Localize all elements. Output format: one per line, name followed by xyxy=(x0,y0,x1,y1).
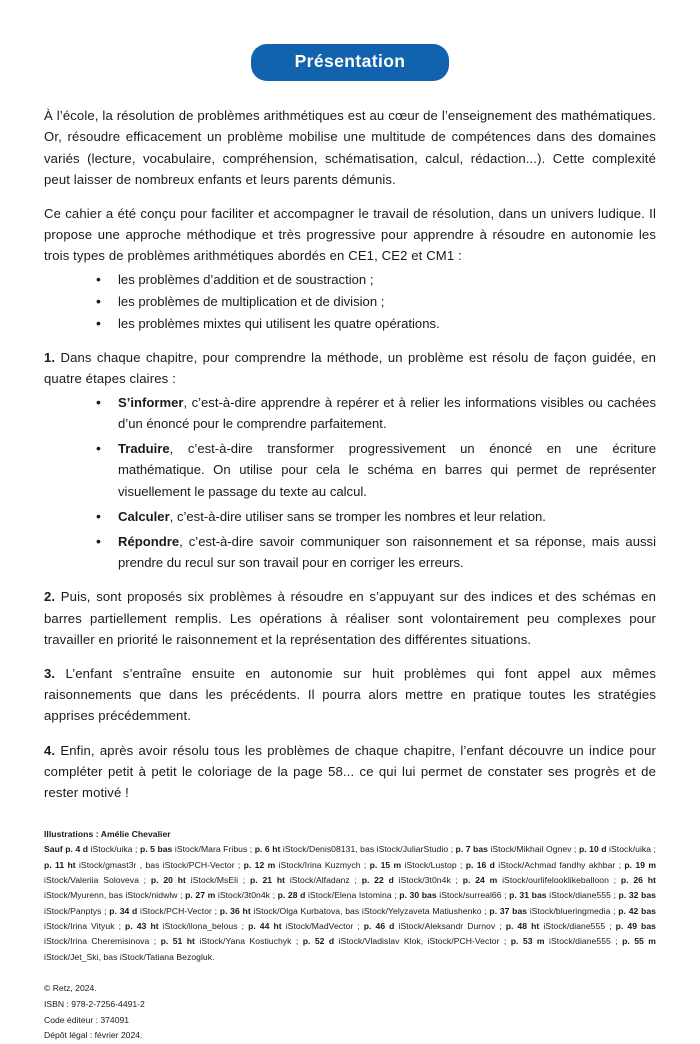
credit-page-ref: p. 22 d xyxy=(361,875,394,886)
credit-source: iStock/diane555 ; xyxy=(546,890,619,901)
credit-page-ref: p. 10 d xyxy=(578,844,607,855)
credit-source: iStock/Panptys ; xyxy=(44,905,110,916)
list-item xyxy=(96,506,656,527)
credit-source: iStock/Denis08131, bas iStock/JuliarStudio ; xyxy=(280,844,456,855)
credit-page-ref: p. 6 ht xyxy=(254,844,281,855)
stage-definition: , c’est-à-dire savoir communiquer son raisonnement et sa réponse, mais aussi prendre du recul sur son travail pour en corriger les erreurs. xyxy=(118,533,656,571)
illustrations-label: Illustrations : xyxy=(44,829,99,840)
credit-page-ref: p. 7 bas xyxy=(455,844,488,855)
credit-source: iStock/Valeriia Soloveva ; xyxy=(44,875,151,886)
credit-source: iStock/Alfadanz ; xyxy=(285,875,362,886)
credit-source: iStock/Olga Kurbatova, bas iStock/Yelyzaveta Matiushenko ; xyxy=(250,905,490,916)
step-1-text: Dans chaque chapitre, pour comprendre la méthode, un problème est résolu de façon guidée, en quatre étapes claires : xyxy=(44,350,656,387)
credit-page-ref: p. 36 ht xyxy=(219,905,251,916)
page-title: Présentation xyxy=(251,44,450,81)
illustrations-author: Amélie Chevalier xyxy=(98,829,171,840)
credit-entries xyxy=(44,844,656,961)
credit-page-ref: p. 53 m xyxy=(510,936,545,947)
step-4-number: 4. xyxy=(44,742,56,758)
credit-source: iStock/Jet_Ski, bas iStock/Tatiana Bezogluk. xyxy=(44,951,215,962)
credit-page-ref: p. 5 bas xyxy=(139,844,173,855)
credit-source: iStock/Irina Kuzmych ; xyxy=(275,859,370,870)
list-item xyxy=(96,438,656,502)
credit-source: iStock/surreal66 ; xyxy=(436,890,510,901)
step-2-paragraph xyxy=(44,586,656,650)
credit-page-ref: p. 44 ht xyxy=(248,920,282,931)
step-1-number: 1. xyxy=(44,350,56,366)
stage-definition: , c’est-à-dire transformer progressivement un énoncé en une écriture mathématique. On utilise pour cela le schéma en barres qui permet de représenter visuellement le passage du texte au calcul. xyxy=(118,441,656,499)
credit-source: iStock/MadVector ; xyxy=(281,920,364,931)
credit-page-ref: p. 46 d xyxy=(363,920,395,931)
step-2-number: 2. xyxy=(44,589,56,605)
credit-source: iStock/gmast3r , bas iStock/PCH-Vector ; xyxy=(75,859,244,870)
editor-code-line: Code éditeur : 374091 xyxy=(44,1014,130,1025)
credit-page-ref: p. 26 ht xyxy=(620,875,656,886)
credit-page-ref: p. 49 bas xyxy=(615,920,656,931)
copyright-line: © Retz, 2024. xyxy=(44,982,97,993)
step-2-text: Puis, sont proposés six problèmes à résoudre en s’appuyant sur des indices et des schémas en barres partiellement remplis. Les opérations à réaliser sont volontairement peu complexes pour travailler en priorité le raisonnement et la représentation des différentes situations. xyxy=(44,589,656,647)
credit-source: iStock/diane555 ; xyxy=(544,936,623,947)
credit-source: iStock/Mikhail Ognev ; xyxy=(487,844,579,855)
step-4-paragraph xyxy=(44,740,656,804)
credit-page-ref: p. 51 ht xyxy=(160,936,195,947)
credit-page-ref: p. 19 m xyxy=(624,859,657,870)
credit-page-ref: p. 21 ht xyxy=(250,875,286,886)
step-3-paragraph xyxy=(44,663,656,727)
credit-source: iStock/uika ; xyxy=(606,844,656,855)
sauf-label: Sauf xyxy=(44,844,63,855)
credit-source: iStock/Lustop ; xyxy=(401,859,466,870)
credit-page-ref: p. 16 d xyxy=(465,859,495,870)
credit-page-ref: p. 20 ht xyxy=(150,875,186,886)
stage-definition: , c’est-à-dire apprendre à repérer et à relier les informations visibles ou cachées d’un énoncé pour le comprendre parfaitement. xyxy=(118,394,656,431)
credit-source: iStock/ilona_belous ; xyxy=(158,920,249,931)
step-3-number: 3. xyxy=(44,665,56,681)
problem-types-list xyxy=(44,269,656,335)
illustrations-line xyxy=(44,827,656,842)
credit-page-ref: p. 32 bas xyxy=(618,890,656,901)
document-body xyxy=(44,105,656,1044)
credit-page-ref: p. 52 d xyxy=(302,936,335,947)
colophon-section xyxy=(44,981,656,1044)
credit-page-ref: p. 15 m xyxy=(369,859,402,870)
list-item: • les problèmes mixtes qui utilisent les quatre opérations. xyxy=(96,313,656,334)
intro-paragraph-2: Ce cahier a été conçu pour faciliter et accompagner le travail de résolution, dans un univers ludique. Il propose une approche méthodique et très progressive pour apprendre à résoudre en autonomie les trois types de problèmes arithmétiques abordés en CE1, CE2 et CM1 : xyxy=(44,206,656,264)
image-credits-list xyxy=(44,842,656,964)
list-item: • les problèmes d’addition et de soustraction ; xyxy=(96,269,656,290)
credit-source: iStock/Achmad fandhy akhbar ; xyxy=(494,859,625,870)
stage-term: Répondre xyxy=(118,533,180,549)
stage-term: S’informer xyxy=(118,394,184,410)
list-item xyxy=(96,392,656,434)
credit-source: iStock/ourlifelooklikeballoon ; xyxy=(497,875,621,886)
credit-page-ref: p. 4 d xyxy=(62,844,89,855)
credit-page-ref: p. 42 bas xyxy=(618,905,656,916)
credit-source: iStock/3t0n4k ; xyxy=(215,890,278,901)
stage-term: Traduire xyxy=(118,441,170,457)
credit-page-ref: p. 28 d xyxy=(277,890,306,901)
credit-source: iStock/Aleksandr Durnov ; xyxy=(394,920,506,931)
list-item xyxy=(96,531,656,573)
credit-source: iStock/Mara Fribus ; xyxy=(172,844,255,855)
credit-source: iStock/Yana Kostiuchyk ; xyxy=(194,936,303,947)
list-item: • les problèmes de multiplication et de division ; xyxy=(96,291,656,312)
credit-source: iStock/Myurenn, bas iStock/nidwlw ; xyxy=(44,890,186,901)
credit-source: iStock/diane555 ; xyxy=(539,920,616,931)
page-title-container xyxy=(44,0,656,81)
credit-source: iStock/uika ; xyxy=(88,844,140,855)
credit-source: iStock/Elena Istomina ; xyxy=(305,890,400,901)
isbn-line: ISBN : 978-2-7256-4491-2 xyxy=(44,998,145,1009)
credit-source: iStock/blueringmedia ; xyxy=(527,905,619,916)
credit-page-ref: p. 12 m xyxy=(243,859,276,870)
credit-page-ref: p. 31 bas xyxy=(509,890,547,901)
step-3-text: L’enfant s’entraîne ensuite en autonomie sur huit problèmes qui font appel aux mêmes raisonnements que dans les précédents. Il pourra alors mettre en pratique toutes les stratégies apprises précédemment. xyxy=(44,665,656,724)
stage-term: Calculer xyxy=(118,508,170,524)
credit-page-ref: p. 11 ht xyxy=(44,859,76,870)
credits-section xyxy=(44,827,656,965)
credit-page-ref: p. 30 bas xyxy=(399,890,437,901)
credit-page-ref: p. 37 bas xyxy=(489,905,528,916)
stage-definition: , c’est-à-dire utiliser sans se tromper les nombres et leur relation. xyxy=(169,508,546,524)
credit-source: iStock/Irina Vityuk ; xyxy=(44,920,126,931)
credit-page-ref: p. 27 m xyxy=(185,890,216,901)
legal-deposit-line: Dépôt légal : février 2024. xyxy=(44,1030,143,1041)
credit-page-ref: p. 48 ht xyxy=(505,920,540,931)
credit-page-ref: p. 34 d xyxy=(109,905,138,916)
step-1-paragraph xyxy=(44,347,656,389)
credit-page-ref: p. 55 m xyxy=(622,936,656,947)
credit-page-ref: p. 24 m xyxy=(462,875,498,886)
credit-page-ref: p. 43 ht xyxy=(125,920,159,931)
credit-source: iStock/MsEli ; xyxy=(185,875,250,886)
credit-source: iStock/PCH-Vector ; xyxy=(137,905,220,916)
method-stages-list xyxy=(44,392,656,574)
credit-source: iStock/Vladislav Klok, iStock/PCH-Vector ; xyxy=(334,936,511,947)
intro-paragraph-1: À l’école, la résolution de problèmes arithmétiques est au cœur de l’enseignement des mathématiques. Or, résoudre efficacement un problème mobilise une multitude de compétences dans des domaines variés (lecture, vocabulaire, compréhension, schématisation, calcul, rédaction...). Cette complexité peut laisser de nombreux enfants et leurs parents démunis. xyxy=(44,108,656,187)
credit-source: iStock/Irina Cheremisinova ; xyxy=(44,936,161,947)
step-4-text: Enfin, après avoir résolu tous les problèmes de chaque chapitre, l’enfant découvre un indice pour compléter petit à petit le coloriage de la page 58... ce qui lui permet de constater ses progrès et de rester motivé ! xyxy=(44,742,656,800)
credit-source: iStock/3t0n4k ; xyxy=(393,875,463,886)
